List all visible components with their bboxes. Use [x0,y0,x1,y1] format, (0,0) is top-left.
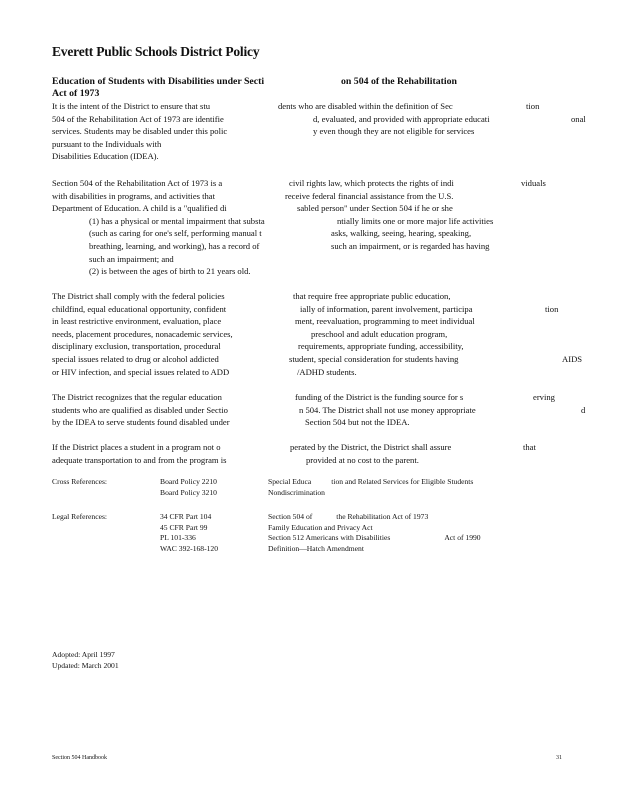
text-line: ment, reevaluation, programming to meet individual [295,316,475,327]
reference-code: PL 101-336 [160,533,196,543]
text-line: If the District places a student in a program not o [52,442,221,452]
updated-date: Updated: March 2001 [52,660,119,670]
text-line: sabled person" under Section 504 if he or she [297,203,453,214]
text-line: d, evaluated, and provided with appropriate educati [313,113,490,124]
text-line: such an impairment, or is regarded has having [331,240,490,251]
text-fragment: that [523,442,536,452]
text-line: (2) is between the ages of birth to 21 years old. [89,266,251,277]
reference-code: WAC 392-168-120 [160,543,219,553]
text-line: (such as caring for one's self, performing manual t [89,228,262,239]
reference-code: Board Policy 2210 [160,477,217,486]
legal-references-descriptions [268,512,481,554]
text-line: special issues related to drug or alcohol addicted [52,353,219,364]
reference-description: Special Educa tion and Related Services for Eligible Students [268,477,474,486]
text-line: such an impairment; and [89,253,174,264]
paragraph-1-col2 [278,100,490,138]
text-line: childfind, equal educational opportunity, confident [52,303,227,314]
text-fragment: AIDS [562,354,583,364]
paragraph-3-col1 [52,290,233,378]
text-fragment: tion [526,101,540,111]
text-line: student, special consideration for students having [289,353,459,364]
text-line: The District recognizes that the regular education [52,392,222,402]
text-line: Department of Education. A child is a "qualified di [52,203,227,214]
text-line: funding of the District is the funding source for s [295,392,464,402]
text-line: pursuant to the Individuals with [52,138,162,149]
text-line: adequate transportation to and from the program is [52,454,227,465]
paragraph-2-col1 [52,177,265,278]
text-line: /ADHD students. [297,366,357,377]
text-line: It is the intent of the District to ensure that stu [52,101,210,111]
heading-line2: Act of 1973 [52,88,100,99]
text-line: requirements, appropriate funding, accessibility, [298,341,464,352]
text-line: with disabilities in programs, and activities that [52,190,216,201]
text-line: disciplinary exclusion, transportation, procedural [52,341,221,352]
text-line: The District shall comply with the federal policies [52,291,225,301]
text-line: dents who are disabled within the definition of Sec [278,101,453,111]
text-line: in least restrictive environment, evaluation, place [52,316,222,327]
reference-description: Nondiscrimination [268,487,325,497]
text-line: breathing, learning, and working), has a record of [89,240,260,251]
reference-description: Definition—Hatch Amendment [268,543,364,553]
text-line: 504 of the Rehabilitation Act of 1973 are identifie [52,113,224,124]
text-line: Section 504 of the Rehabilitation Act of 1973 is a [52,178,223,188]
legal-references-codes [160,512,218,554]
heading-line1-right: on 504 of the Rehabilitation [341,76,457,87]
document-title: Everett Public Schools District Policy [52,44,260,59]
text-line: by the IDEA to serve students found disabled under [52,417,230,428]
heading-line1-left: Education of Students with Disabilities under Secti [52,76,265,87]
text-fragment: tion [545,303,559,314]
text-line: provided at no cost to the parent. [306,454,419,465]
paragraph-4-col2 [295,391,476,429]
text-line: perated by the District, the District shall assure [290,442,452,452]
cross-references-descriptions [268,477,473,498]
text-line: civil rights law, which protects the rights of indi [289,178,454,188]
paragraph-4-col1 [52,391,230,429]
text-line: y even though they are not eligible for services [313,126,475,137]
text-line: Section 504 but not the IDEA. [305,417,410,428]
reference-description: Section 512 Americans with Disabilities Act of 1990 [268,533,481,543]
text-line: services. Students may be disabled under this polic [52,126,228,137]
text-line: Disabilities Education (IDEA). [52,151,159,162]
text-fragment: onal [571,113,586,124]
text-fragment: d [581,404,586,415]
text-fragment: viduals [521,178,546,188]
reference-code: 45 CFR Part 99 [160,522,208,532]
paragraph-5-col1 [52,441,226,466]
text-line: asks, walking, seeing, hearing, speaking, [331,228,472,239]
paragraph-2-col2 [285,177,494,253]
text-line: students who are qualified as disabled under Sectio [52,404,228,415]
reference-code: Board Policy 3210 [160,487,217,497]
text-fragment: erving [533,392,555,402]
reference-description: Section 504 of the Rehabilitation Act of 1973 [268,512,429,521]
text-line: or HIV infection, and special issues related to ADD [52,366,230,377]
adopted-date: Adopted: April 1997 [52,650,115,659]
text-line: receive federal financial assistance from the U.S. [285,190,454,201]
text-line: (1) has a physical or mental impairment that substa [89,215,265,226]
cross-references-codes [160,477,217,498]
reference-description: Family Education and Privacy Act [268,522,373,532]
cross-references-label: Cross References: [52,477,108,486]
legal-references-label: Legal References: [52,512,108,521]
paragraph-5-col2 [290,441,451,466]
text-line: n 504. The District shall not use money appropriate [299,404,476,415]
footer-page-number: 31 [556,755,562,761]
footer-handbook-title: Section 504 Handbook [52,755,107,761]
adoption-dates [52,650,119,671]
text-line: ially of information, parent involvement, participa [300,303,473,314]
text-line: ntially limits one or more major life activities [337,215,494,226]
text-line: that require free appropriate public education, [293,291,451,301]
reference-code: 34 CFR Part 104 [160,512,212,521]
text-line: needs, placement procedures, nonacademic services, [52,328,233,339]
text-line: preschool and adult education program, [311,328,448,339]
paragraph-1-col1 [52,100,227,163]
paragraph-3-col2 [289,290,475,378]
